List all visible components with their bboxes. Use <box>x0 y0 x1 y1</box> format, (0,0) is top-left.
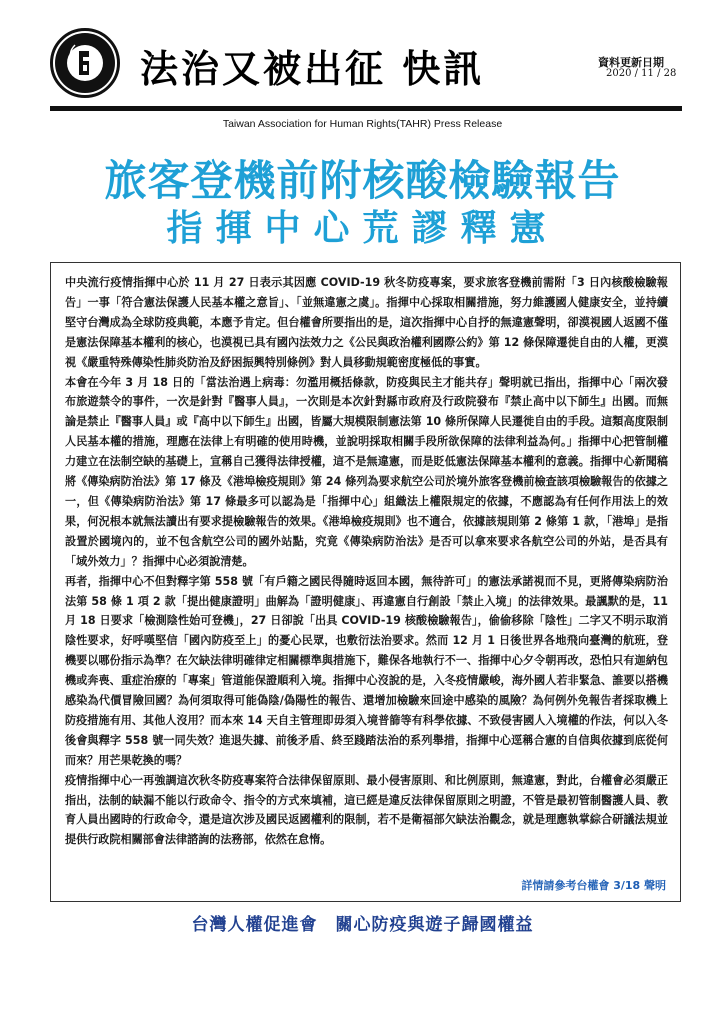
tahr-logo-icon <box>50 28 120 98</box>
source-reference-link[interactable]: 詳情請參考台權會 3/18 聲明 <box>521 879 666 892</box>
update-date-label: 資料更新日期 <box>598 56 664 69</box>
press-release-body <box>50 262 681 902</box>
body-paragraph-3: 再者，指揮中心不但對釋字第 558 號「有戶籍之國民得隨時返回本國，無待許可」的憲法承諾視而不見，更將傳染病防治法第 58 條 1 項 2 款「提出健康證明」曲解為「證明健康」、再違憲自行創設「禁止入境」的法律效果。最諷默的是，11 月 18 日要求「檢測陰性始可登機」，27 日卻說「出具 COVID-19 核酸檢驗報告」，偷偷移除「陰性」二字又不明示取消陰性要求，好呼嘆堅信「國內防疫至上」的憂心民眾，也敷衍法治要求。然而 12 月 1 日後世界各地飛向臺灣的航班，登機要以哪份指示為準？在欠缺法律明確律定相關標準與措施下，難保各地執行不一、指揮中心夕令朝再改，恐怕只有迦納包機或奔喪、重症治療的「專案」管道能保證順利入境。指揮中心沒說的是，入冬疫情嚴峻，海外國人若非緊急、誰要以搭機感染為代價冒險回國？為何須取得可能偽陰/偽陽性的報告、還增加檢驗來回途中感染的風險？為何例外免報告者採取機上防疫措施有用、其他人沒用？而本來 14 天自主管理即毋須入境普篩等有科學依據、不致侵害國人入境權的作法，何以入冬後會與釋字 558 號一同失效？進退失據、前後矛盾、終至踐踏法治的系列舉措，指揮中心逕稱合憲的自信與依據到底從何而來？用芒果乾換的嗎？ <box>65 574 668 767</box>
body-paragraph-1: 中央流行疫情指揮中心於 11 月 27 日表示其因應 COVID-19 秋冬防疫專案，要求旅客登機前需附「3 日內核酸檢驗報告」一事「符合憲法保護人民基本權之意旨」、「並無違憲之虞」。指揮中心採取相關措施，努力維護國人健康安全，並持續堅守台灣成為全球防疫典範，本應予肯定。但台權會所要指出的是，這次指揮中心自抒的無違憲聲明，卻漠視國人返國不僅是憲法保障基本權利的核心，也漠視已具有國內法效力之《公民與政治權利國際公約》第 12 條保障遷徙自由的人權，更漠視《嚴重特殊傳染性肺炎防治及紓困振興特別條例》對人員移動規範密度極低的事實。 <box>65 276 668 369</box>
body-paragraph-4: 疫情指揮中心一再強調這次秋冬防疫專案符合法律保留原則、最小侵害原則、和比例原則，無違憲，對此，台權會必須嚴正指出，法制的缺漏不能以行政命令、指令的方式來填補，這已經是違反法律保留原則之明證，不管是最初管制醫護人員、教育人員出國時的行政命令，還是這次涉及國民返國權利的限制，若不是衛福部欠缺法治觀念，就是理應執掌綜合研議法規並提供行政院相關部會法律諮詢的法務部，依然在怠惰。 <box>65 773 668 847</box>
header-divider <box>50 106 682 111</box>
footer-tagline: 台灣人權促進會 關心防疫與遊子歸國權益 <box>191 915 534 935</box>
update-date: 2020 / 11 / 28 <box>606 68 677 79</box>
headline-line-1: 旅客登機前附核酸檢驗報告 <box>104 156 621 205</box>
page-title: 法治又被出征 快訊 <box>140 47 485 91</box>
press-release-subtitle: Taiwan Association for Human Rights(TAHR) Press Release <box>222 118 503 130</box>
body-paragraph-2: 本會在今年 3 月 18 日的「當法治遇上病毒：勿濫用概括條款，防疫與民主才能共存」聲明就已指出，指揮中心「兩次發布旅遊禁令的事件，一次是針對『醫事人員』，一次則是本次針對縣市政府及行政院發布『禁止高中以下師生』出國。而無論是禁止『醫事人員』或『高中以下師生』出國，皆屬大規模限制憲法第 10 條所保障人民遷徙自由的手段。這類高度限制人民基本權的措施，理應在法律上有明確的使用時機，並說明採取相關手段所欲保障的法律利益為何。」指揮中心把管制權力建立在法制空缺的基礎上，宣稱自己獲得法律授權，這不是無違憲，而是貶低憲法保障基本權利的意義。指揮中心新聞稿將《傳染病防治法》第 17 條及《港埠檢疫規則》第 24 條列為要求航空公司於境外旅客登機前檢查該項檢驗報告的依據之一，但《傳染病防治法》第 17 條最多可以認為是「指揮中心」組織法上權限規定的依據，不應認為有任何作用法上的效果，何況根本就無法讀出有要求提檢驗報告的效果。《港埠檢疫規則》也不適合，依據該規則第 2 條第 1 款，「港埠」是指設置於國境內的，並不包含航空公司的國外站點，究竟《傳染病防治法》是否可以拿來要求各航空公司的外站，是否具有「域外效力」？指揮中心必須說清楚。 <box>65 375 668 568</box>
tahr-logo-graphic <box>53 31 117 95</box>
headline-line-2: 指揮中心荒謬釋憲 <box>166 208 559 249</box>
header <box>0 0 725 140</box>
